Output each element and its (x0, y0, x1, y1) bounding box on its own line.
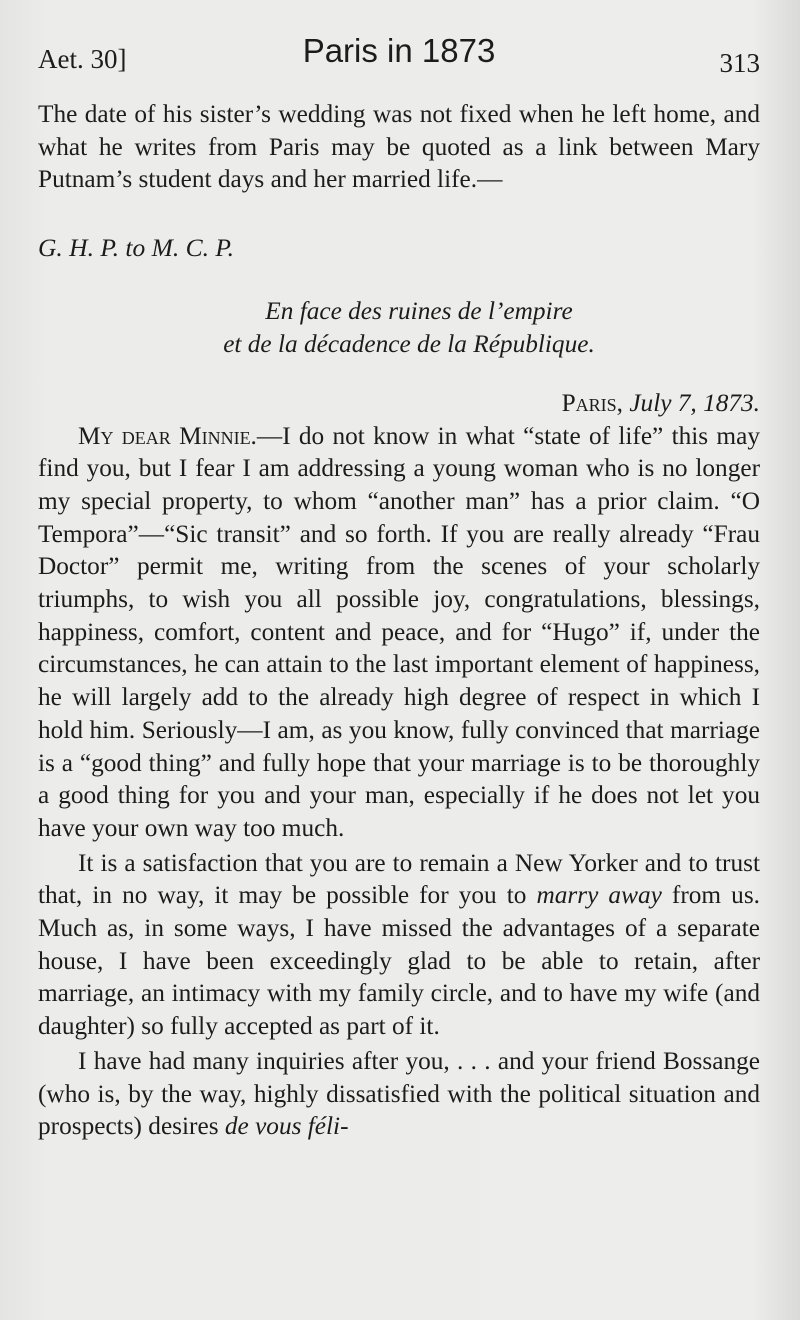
paragraph-2-italic: marry away (536, 881, 662, 910)
letter-paragraph-3 (38, 1045, 760, 1143)
page-number: 313 (719, 48, 760, 78)
dateline-place: Paris (561, 388, 617, 417)
running-head-age: Aet. 30] (38, 44, 127, 74)
salutation: My dear Minnie. (78, 421, 257, 450)
letter-heading: G. H. P. to M. C. P. (38, 233, 234, 263)
running-header (38, 28, 760, 78)
intro-paragraph: The date of his sister’s wedding was not fixed when he left home, and what he writes from Paris may be quoted as a link between Mary Putnam’s student days and her married life.— (38, 100, 760, 194)
epigraph-line-1: En face des ruines de l’empire (265, 296, 573, 325)
epigraph-line-2: et de la décadence de la République. (223, 329, 595, 358)
paragraph-3-text: I have had many inquiries after you, . . . and your friend Bossange (who is, by the way, highly dissatisfied with the political situation and prospects) desires (38, 1046, 760, 1141)
paragraph-1-text: —I do not know in what “state of life” this may find you, but I fear I am addressing a young woman who is no longer my special property, to whom “another man” has a prior claim. “O Tempora”—“Sic transit” and so forth. If you are really already “Frau Doctor” permit me, writing from the scenes of your scholarly triumphs, to wish you all possible joy, congratulations, blessings, happiness, comfort, content and peace, and for “Hugo” if, under the circumstances, he can attain to the last important element of happiness, he will largely add to the already high degree of respect in which I hold him. Seriously—I am, as you know, fully convinced that marriage is a “good thing” and fully hope that your marriage is to be thoroughly a good thing for you and your man, especially if he does not let you have your own way too much. (38, 421, 760, 842)
letter-paragraph-2 (38, 847, 760, 1043)
page-body (38, 98, 760, 1143)
running-head-title: Paris in 1873 (302, 32, 496, 69)
paragraph-2-text-a: It is a satisfaction that you are to remain a New Yorker and to trust that, in no way, it may be possible for you to (38, 848, 760, 910)
letter-paragraph-1 (38, 420, 760, 845)
paragraph-2-text-b: from us. Much as, in some ways, I have missed the advantages of a separate house, I have been exceedingly glad to be able to retain, after marriage, an intimacy with my family circle, and to have my wife (and daughter) so fully accepted as part of it. (38, 881, 761, 1041)
dateline-date: July 7, 1873. (629, 388, 760, 417)
paragraph-3-italic: de vous féli- (224, 1112, 349, 1141)
dateline: Paris, July 7, 1873. (561, 388, 760, 417)
epigraph (38, 295, 760, 361)
